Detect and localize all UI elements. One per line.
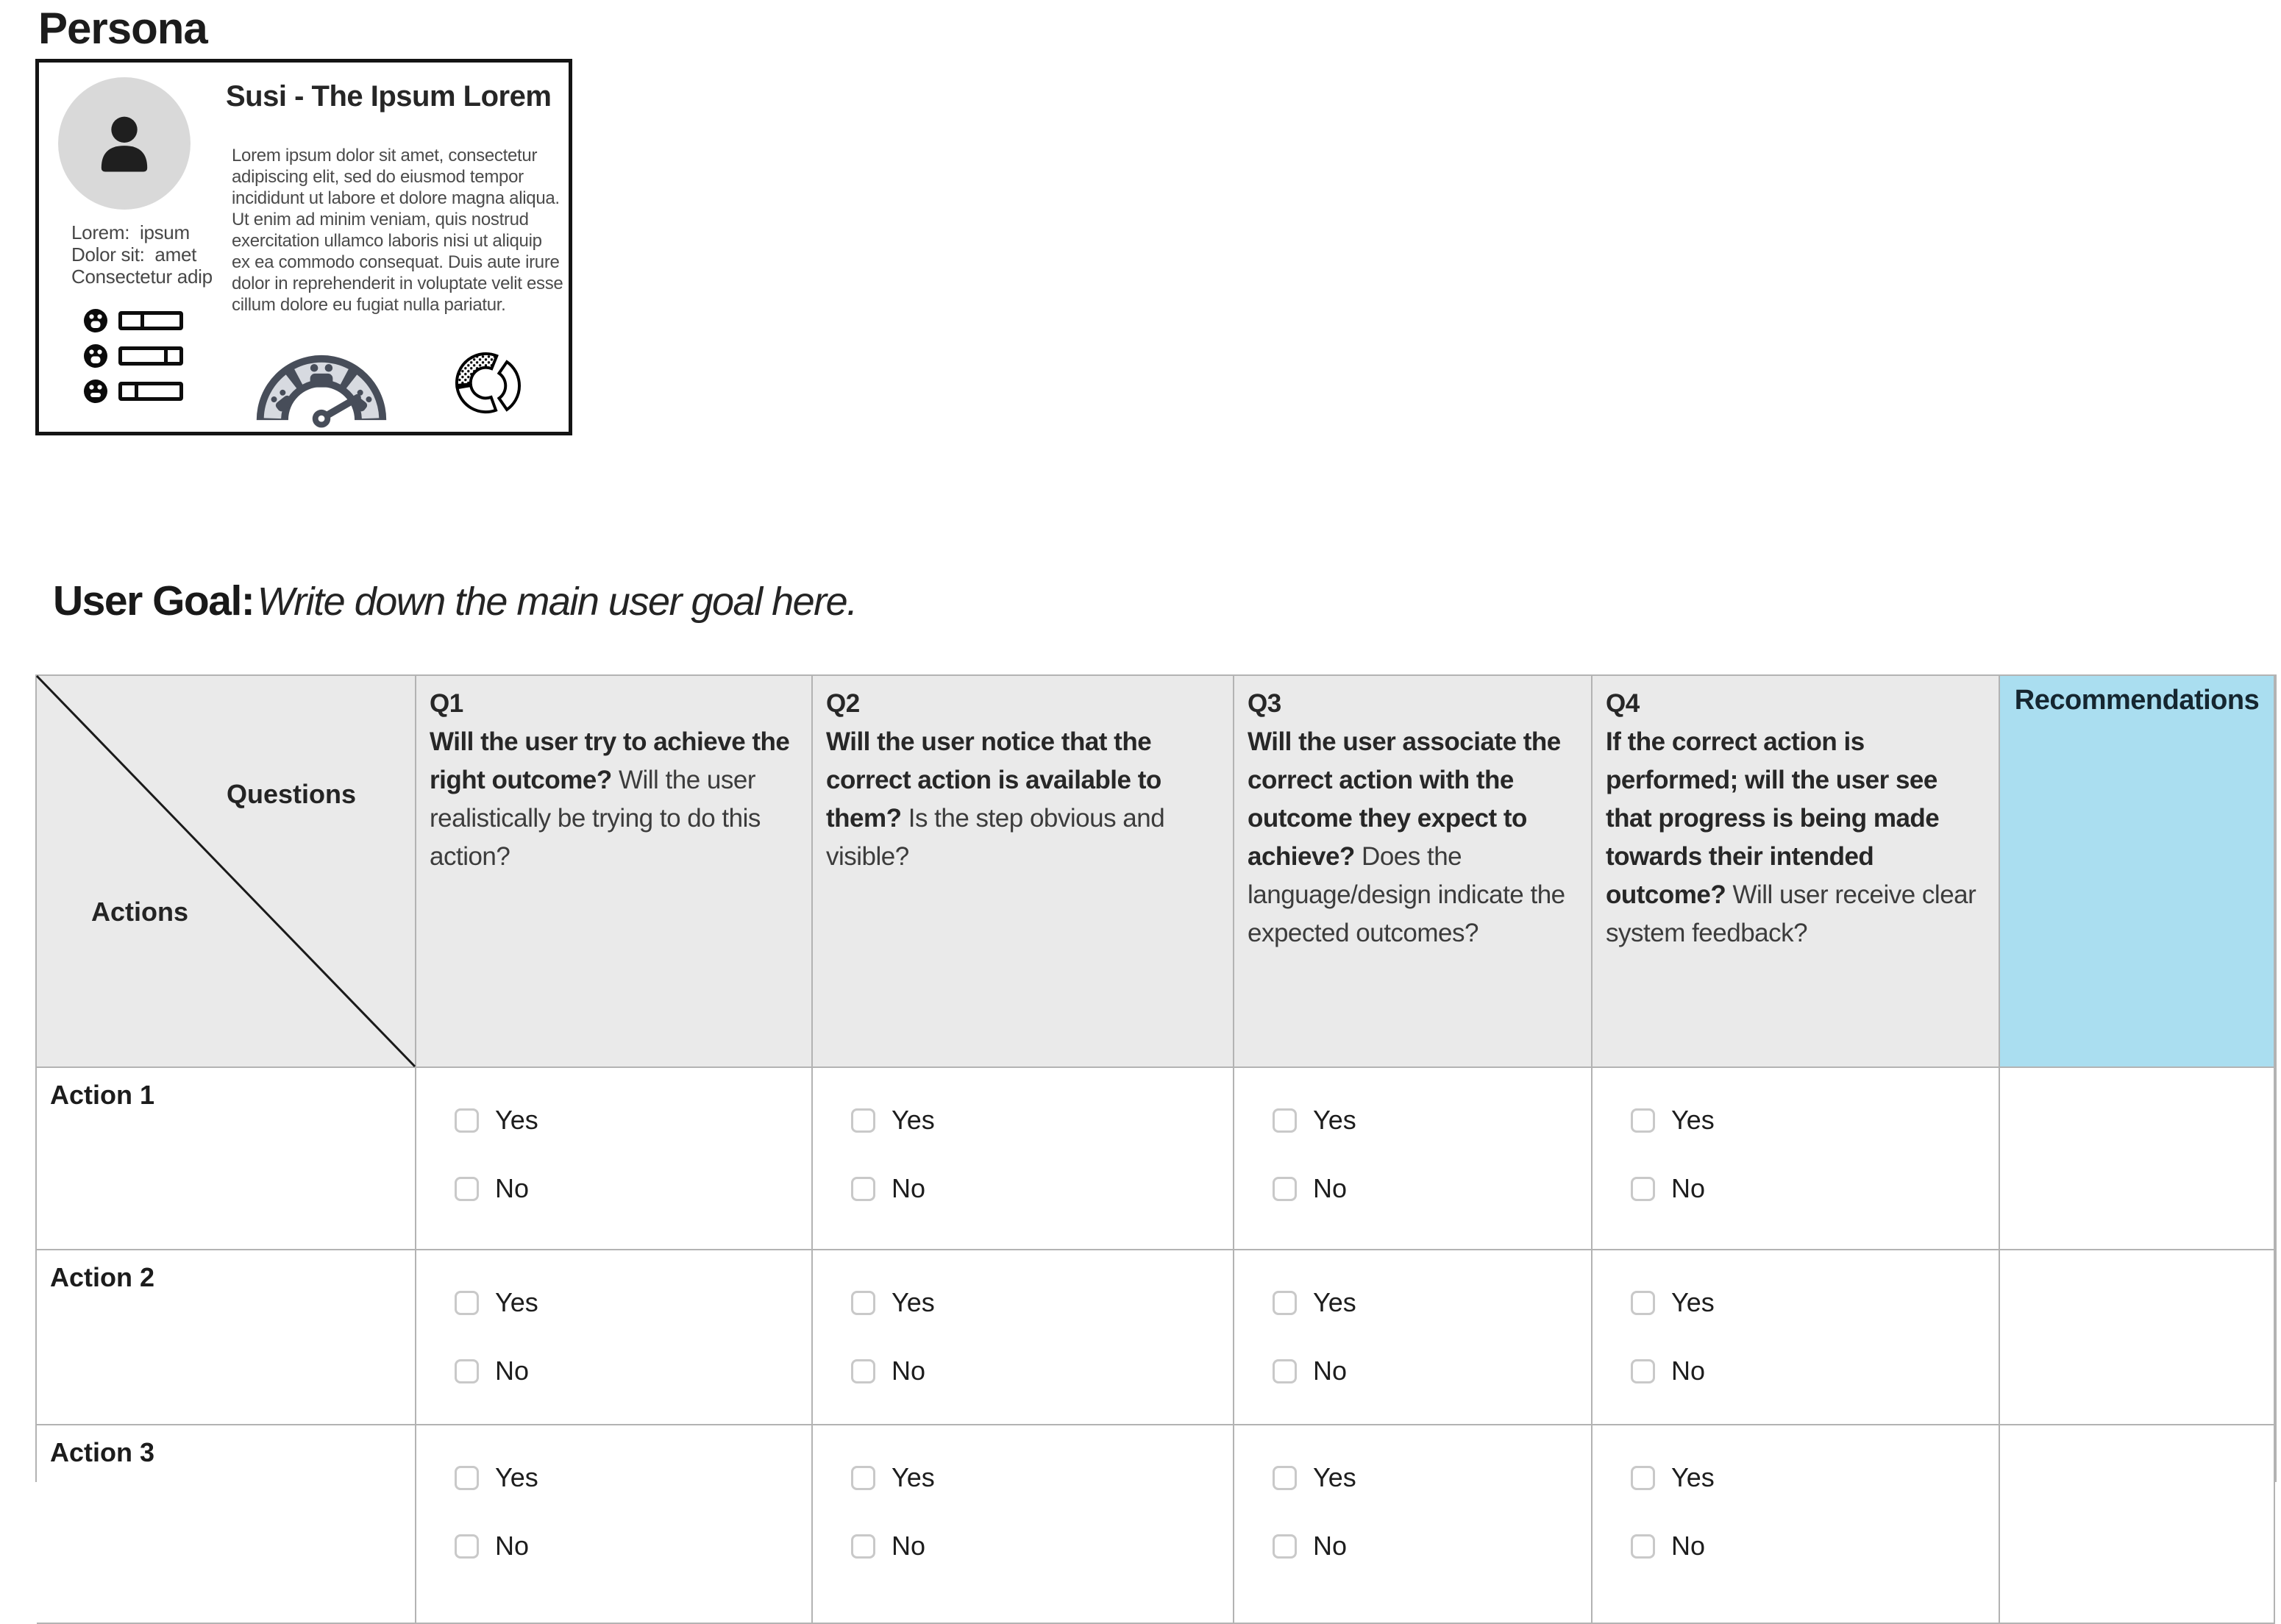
q3-id: Q3 [1248,689,1281,718]
action-row-label: Action 3 [37,1425,416,1624]
checkbox-label: Yes [495,1462,538,1492]
skill-level-divider [135,385,138,398]
checkbox-label: No [495,1173,530,1203]
user-goal-label: User Goal: [53,577,255,624]
user-goal [53,577,857,625]
checkbox-label: No [1313,1531,1348,1561]
action-row-label: Action 2 [37,1250,416,1425]
option-no[interactable] [851,1173,1233,1204]
answer-cell-action2-q2 [813,1250,1234,1425]
option-yes[interactable] [1631,1105,1999,1136]
q3-question: Will the user associate the correct action with the outcome they expect to achieve? [1248,727,1561,871]
user-goal-value[interactable]: Write down the main user goal here. [257,580,857,624]
checkbox-action1-q1-no[interactable] [455,1177,479,1201]
answer-cell-action1-q3 [1234,1068,1593,1250]
checkbox-label: No [892,1356,926,1386]
checkbox-label: No [1671,1531,1706,1561]
option-no[interactable] [851,1531,1233,1561]
checkbox-label: No [892,1531,926,1561]
q2-hint: Is the step obvious and visible? [826,804,1165,871]
checkbox-action1-q2-no[interactable] [851,1177,875,1201]
recommendation-cell-action2[interactable] [2000,1250,2275,1425]
smiley-flat-mouth-icon [83,379,108,404]
corner-cell [37,676,416,1068]
checkbox-label: No [495,1531,530,1561]
checkbox-label: Yes [1671,1105,1715,1135]
checkbox-label: Yes [1671,1287,1715,1317]
page-title: Persona [38,4,207,53]
answer-cell-action2-q1 [416,1250,813,1425]
answer-cell-action3-q3 [1234,1425,1593,1624]
checkbox-label: Yes [892,1105,935,1135]
smiley-open-mouth-icon [83,343,108,368]
checkbox-action1-q1-yes[interactable] [455,1108,479,1133]
checkbox-action2-q1-yes[interactable] [455,1291,479,1315]
skill-row [83,308,183,333]
checkbox-label: No [892,1173,926,1203]
checkbox-action3-q3-no[interactable] [1273,1534,1297,1559]
persona-attribute-line: Dolor sit: amet [71,243,197,266]
checkbox-action1-q3-yes[interactable] [1273,1108,1297,1133]
smiley-open-mouth-icon [83,308,108,333]
checkbox-action2-q2-yes[interactable] [851,1291,875,1315]
checkbox-action2-q3-no[interactable] [1273,1359,1297,1383]
answer-cell-action2-q3 [1234,1250,1593,1425]
checkbox-label: Yes [1313,1462,1356,1492]
skill-level-bar [118,311,183,330]
diagonal-divider [37,676,415,1066]
q1-hint: Will the user realistically be trying to do this action? [430,766,761,871]
checkbox-action3-q1-no[interactable] [455,1534,479,1559]
option-yes[interactable] [851,1462,1233,1493]
answer-cell-action1-q2 [813,1068,1234,1250]
checkbox-action3-q3-yes[interactable] [1273,1466,1297,1490]
recommendation-cell-action3[interactable] [2000,1425,2275,1624]
option-yes[interactable] [1273,1287,1591,1318]
answer-cell-action3-q1 [416,1425,813,1624]
q4-id: Q4 [1606,689,1640,718]
option-no[interactable] [1273,1173,1591,1204]
donut-chart-icon [452,349,522,419]
checkbox-action1-q4-yes[interactable] [1631,1108,1655,1133]
checkbox-action2-q4-no[interactable] [1631,1359,1655,1383]
answer-cell-action3-q2 [813,1425,1234,1624]
answer-cell-action1-q4 [1593,1068,2000,1250]
checkbox-action2-q4-yes[interactable] [1631,1291,1655,1315]
action-row-label: Action 1 [37,1068,416,1250]
q2-question: Will the user notice that the correct action is available to them? [826,727,1161,833]
answer-cell-action2-q4 [1593,1250,2000,1425]
checkbox-action2-q1-no[interactable] [455,1359,479,1383]
option-no[interactable] [851,1356,1233,1386]
answer-cell-action3-q4 [1593,1425,2000,1624]
skill-level-divider [164,349,168,363]
persona-bio: Lorem ipsum dolor sit amet, consectetur adipiscing elit, sed do eiusmod tempor incididunt ut labore et dolore magna aliqua. Ut enim ad minim veniam, quis nostrud exercitation ullamco laboris nisi ut aliquip ex ea commodo consequat. Duis aute irure dolor in reprehenderit in voluptate velit esse cillum dolore eu fugiat nulla pariatur. [232,146,563,315]
persona-attribute-line: Consectetur adip [71,266,213,288]
avatar [58,77,191,210]
checkbox-label: No [495,1356,530,1386]
checkbox-action1-q2-yes[interactable] [851,1108,875,1133]
q1-id: Q1 [430,689,463,718]
checkbox-label: No [1671,1356,1706,1386]
checkbox-action3-q2-no[interactable] [851,1534,875,1559]
option-no[interactable] [1273,1531,1591,1561]
q2-id: Q2 [826,689,860,718]
checkbox-action1-q3-no[interactable] [1273,1177,1297,1201]
question-header-q3 [1234,676,1593,1068]
satisfaction-gauge-icon [249,348,394,427]
option-no[interactable] [1631,1356,1999,1386]
corner-actions-label: Actions [91,897,189,927]
checkbox-action3-q4-no[interactable] [1631,1534,1655,1559]
checkbox-action3-q2-yes[interactable] [851,1466,875,1490]
option-yes[interactable] [1273,1462,1591,1493]
option-yes[interactable] [1273,1105,1591,1136]
checkbox-action2-q2-no[interactable] [851,1359,875,1383]
q4-hint: Will user receive clear system feedback? [1606,880,1976,947]
option-yes[interactable] [1631,1462,1999,1493]
persona-attributes [71,221,213,288]
skill-level-bar [118,382,183,401]
q4-question: If the correct action is performed; will the user see that progress is being made towards their intended outcome? [1606,727,1940,909]
answer-cell-action1-q1 [416,1068,813,1250]
persona-attribute-line: Lorem: ipsum [71,221,190,243]
walkthrough-table [35,674,2277,1561]
option-yes[interactable] [851,1105,1233,1136]
recommendations-header: Recommendations [2000,676,2275,1068]
checkbox-action1-q4-no[interactable] [1631,1177,1655,1201]
corner-questions-label: Questions [227,779,357,809]
option-no[interactable] [455,1173,811,1204]
checkbox-label: Yes [892,1287,935,1317]
option-no[interactable] [455,1356,811,1386]
option-no[interactable] [1273,1356,1591,1386]
persona-name: Susi - The Ipsum Lorem [226,80,552,113]
checkbox-label: Yes [495,1287,538,1317]
q1-question: Will the user try to achieve the right outcome? [430,727,790,794]
skill-level-divider [140,314,144,327]
avatar-person-icon [86,105,163,182]
checkbox-action3-q1-yes[interactable] [455,1466,479,1490]
checkbox-label: Yes [1313,1287,1356,1317]
checkbox-label: No [1313,1356,1348,1386]
checkbox-label: Yes [495,1105,538,1135]
question-header-q4 [1593,676,2000,1068]
checkbox-label: No [1671,1173,1706,1203]
option-yes[interactable] [851,1287,1233,1318]
checkbox-label: No [1313,1173,1348,1203]
option-no[interactable] [455,1531,811,1561]
checkbox-action3-q4-yes[interactable] [1631,1466,1655,1490]
question-header-q2 [813,676,1234,1068]
skill-row [83,343,183,368]
option-no[interactable] [1631,1531,1999,1561]
skill-row [83,379,183,404]
recommendation-cell-action1[interactable] [2000,1068,2275,1250]
skill-list [83,308,183,414]
option-no[interactable] [1631,1173,1999,1204]
q3-hint: Does the language/design indicate the expected outcomes? [1248,842,1565,947]
question-header-q1 [416,676,813,1068]
option-yes[interactable] [1631,1287,1999,1318]
checkbox-action2-q3-yes[interactable] [1273,1291,1297,1315]
persona-card [35,59,572,435]
skill-level-bar [118,346,183,366]
checkbox-label: Yes [1313,1105,1356,1135]
option-yes[interactable] [455,1462,811,1493]
option-yes[interactable] [455,1287,811,1318]
checkbox-label: Yes [892,1462,935,1492]
option-yes[interactable] [455,1105,811,1136]
checkbox-label: Yes [1671,1462,1715,1492]
